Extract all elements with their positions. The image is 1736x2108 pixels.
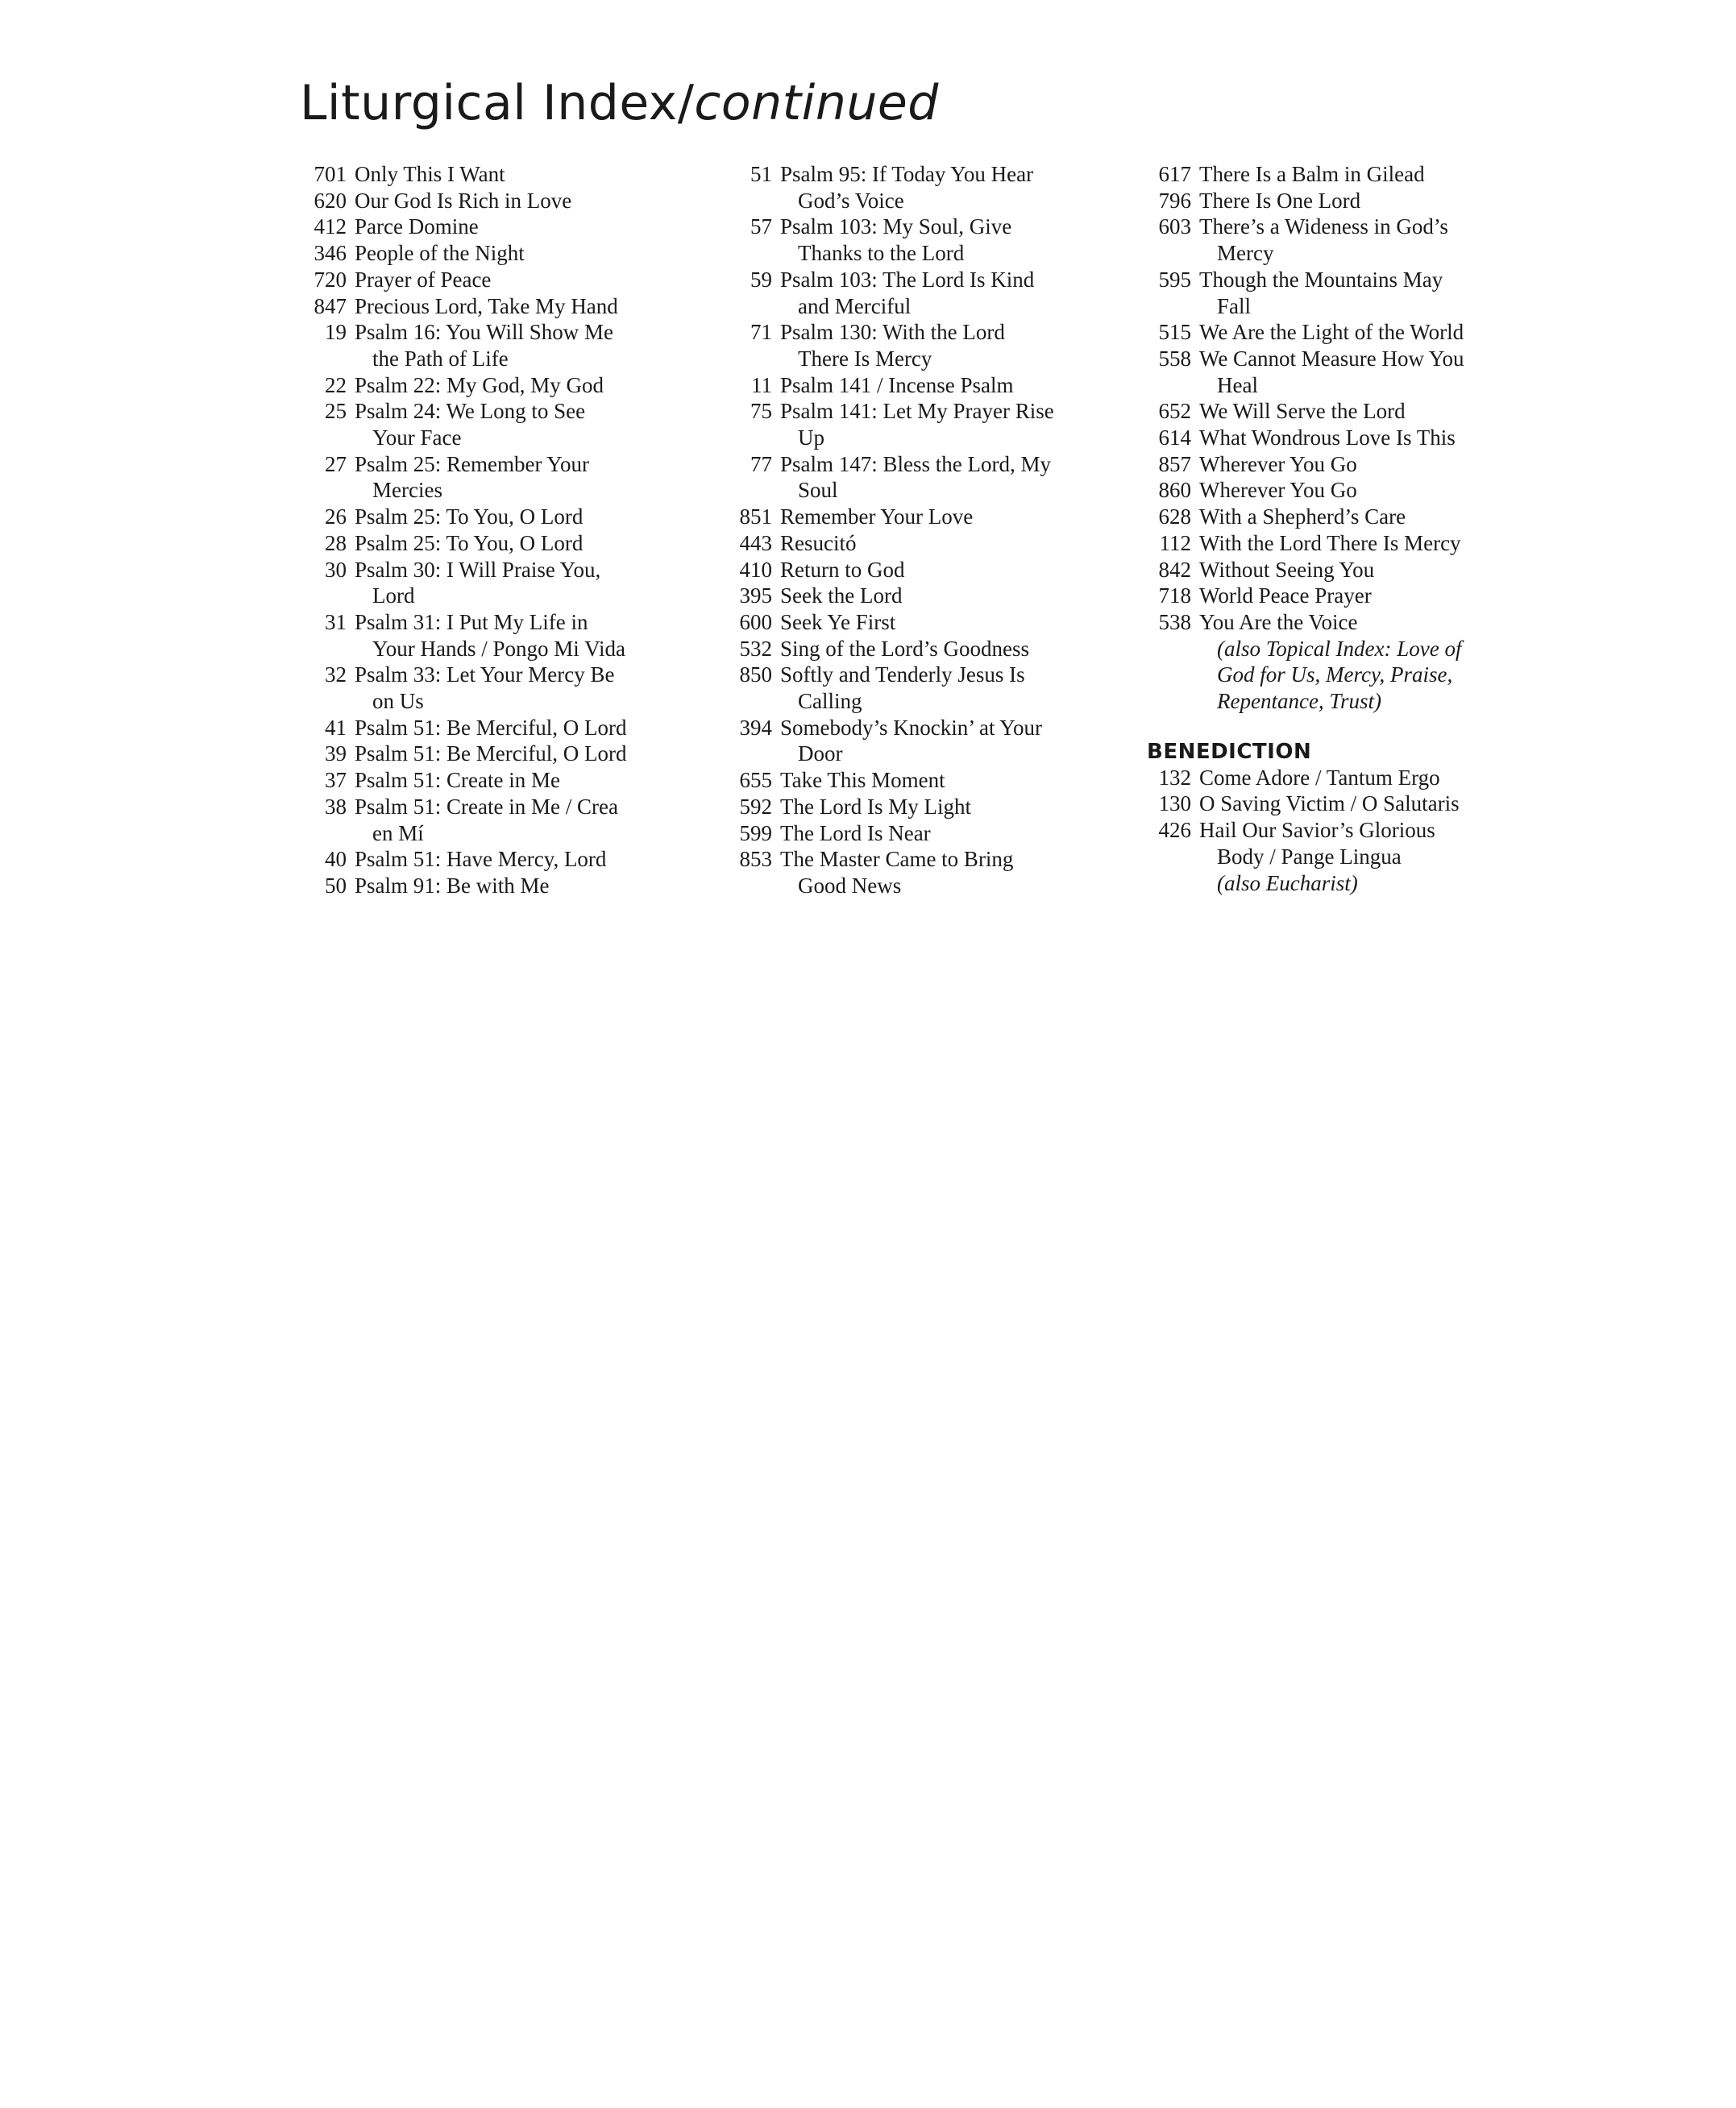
index-entry [1144,398,1547,425]
hymn-number: 31 [325,609,347,634]
hymn-title-line: Our God Is Rich in Love [355,188,572,213]
hymn-title-line: Only This I Want [355,162,505,186]
hymn-number: 850 [739,662,772,687]
hymn-title [780,161,1128,214]
hymn-number: 718 [1158,583,1191,608]
hymn-title [1199,530,1547,557]
hymn-number: 71 [750,320,772,345]
index-entry [300,715,687,741]
hymn-title [355,530,687,557]
hymn-title-line: Hail Our Savior’s Glorious [1199,818,1435,843]
hymn-title-line: We Will Serve the Lord [1199,399,1406,424]
index-entry [1144,451,1547,478]
hymn-title-continuation: Calling [798,689,862,714]
hymn-title-line: World Peace Prayer [1199,583,1372,608]
hymn-title-line: Psalm 24: We Long to See [355,399,586,424]
hymn-title-continuation: Your Face [372,425,462,450]
hymn-number: 599 [739,820,772,845]
hymn-number: 27 [325,451,347,476]
hymn-number: 847 [314,293,347,318]
hymn-title [355,398,687,450]
hymn-number: 57 [750,214,772,239]
hymn-title [1199,765,1547,791]
hymn-number: 75 [750,399,772,424]
index-entry [1144,346,1547,398]
index-entry [1144,319,1547,346]
hymn-title [1199,319,1547,346]
hymn-title-line: Seek the Lord [780,583,903,608]
hymn-title-line: Resucitó [780,530,857,555]
note-line: God for Us, Mercy, Praise, [1217,662,1453,687]
hymn-title-line: Psalm 51: Have Mercy, Lord [355,847,607,872]
hymn-number: 842 [1158,557,1191,582]
hymn-title-line: Seek Ye First [780,609,896,634]
hymn-number: 628 [1158,504,1191,529]
hymn-title-line: Psalm 130: With the Lord [780,320,1005,345]
hymn-title [780,398,1128,450]
hymn-title-line: Wherever You Go [1199,478,1357,503]
index-entry [1144,583,1547,609]
hymn-number: 655 [739,768,772,793]
hymn-title [355,267,687,293]
index-entry [300,451,687,504]
hymn-title-line: The Lord Is My Light [780,794,971,819]
hymn-number: 853 [739,847,772,872]
hymn-number: 426 [1158,818,1191,843]
hymn-title-continuation: on Us [372,689,424,714]
hymn-number: 600 [739,609,772,634]
hymn-title [1199,161,1547,188]
hymn-title [780,820,1128,847]
index-entry [300,214,687,240]
hymn-title [1199,504,1547,530]
hymn-title [355,794,687,846]
index-entry [725,319,1128,371]
hymn-title-line: Psalm 22: My God, My God [355,372,604,397]
index-entry [725,609,1128,636]
hymn-title [780,504,1128,530]
section-heading-benediction: BENEDICTION [1147,739,1312,764]
index-entry [300,319,687,371]
hymn-number: 77 [750,451,772,476]
hymn-title-line: Psalm 147: Bless the Lord, My [780,451,1051,476]
hymn-title-continuation: Mercies [372,478,442,503]
benediction-cross-reference-note [1144,870,1547,897]
hymn-title-line: Without Seeing You [1199,557,1375,582]
hymn-title-line: Precious Lord, Take My Hand [355,293,618,318]
hymn-title [780,214,1128,266]
hymn-number: 394 [739,715,772,740]
hymn-title-continuation: There Is Mercy [798,346,932,371]
hymn-number: 37 [325,768,347,793]
hymn-title-continuation: Good News [798,873,902,898]
index-entry [725,636,1128,662]
hymn-title-line: Though the Mountains May [1199,267,1443,292]
hymn-title [780,451,1128,504]
index-entry [1144,425,1547,451]
hymn-number: 614 [1158,425,1191,450]
hymn-title-continuation: Heal [1217,372,1258,397]
hymn-title-line: Psalm 141 / Incense Psalm [780,372,1014,397]
hymn-title [355,846,687,873]
hymn-title [1199,477,1547,504]
hymn-title-line: The Lord Is Near [780,820,931,845]
index-entry [300,293,687,320]
index-column-2 [725,161,1128,899]
note-line: (also Eucharist) [1217,870,1358,895]
hymn-title [1199,583,1547,609]
hymn-title-line: Psalm 33: Let Your Mercy Be [355,662,615,687]
index-column-3-entries [1144,161,1547,636]
index-entry [725,398,1128,450]
hymn-number: 25 [325,399,347,424]
index-entry [725,451,1128,504]
index-entry [725,794,1128,820]
hymn-title-line: Psalm 16: You Will Show Me [355,320,613,345]
hymn-number: 19 [325,320,347,345]
hymn-title-continuation: and Merciful [798,293,912,318]
hymn-title [780,767,1128,794]
hymn-title-line: We Are the Light of the World [1199,320,1464,345]
index-entry [1144,504,1547,530]
hymn-number: 32 [325,662,347,687]
hymn-title-line: There Is One Lord [1199,188,1361,213]
hymn-number: 22 [325,372,347,397]
hymn-title [1199,790,1547,817]
index-entry [300,530,687,557]
hymn-title-continuation: Fall [1217,293,1252,318]
hymn-number: 28 [325,530,347,555]
hymn-title-line: Return to God [780,557,905,582]
hymn-number: 443 [739,530,772,555]
index-column-3 [1144,161,1547,896]
hymn-title [1199,346,1547,398]
index-entry [1144,267,1547,319]
hymn-title-line: Psalm 31: I Put My Life in [355,609,588,634]
hymn-title [1199,609,1547,636]
hymn-number: 41 [325,715,347,740]
hymn-title [780,715,1128,767]
hymn-title-line: Psalm 141: Let My Prayer Rise [780,399,1054,424]
hymn-title-line: Somebody’s Knockin’ at Your [780,715,1043,740]
hymn-title-continuation: Up [798,425,824,450]
note-line: (also Topical Index: Love of [1217,636,1462,661]
hymn-title [355,214,687,240]
hymn-title-line: Psalm 25: To You, O Lord [355,504,584,529]
index-entry [300,741,687,767]
hymn-title-continuation: Lord [372,583,415,608]
hymn-title-continuation: Door [798,741,843,766]
hymn-title [355,504,687,530]
hymn-title [355,293,687,320]
index-entry [300,504,687,530]
index-entry [1144,609,1547,636]
index-entry [1144,530,1547,557]
index-entry [725,504,1128,530]
index-entry [1144,557,1547,583]
hymn-title-continuation: Mercy [1217,241,1274,266]
hymn-number: 130 [1158,791,1191,816]
hymn-title [355,767,687,794]
benediction-entries [1144,765,1547,870]
hymn-number: 857 [1158,451,1191,476]
index-entry [725,715,1128,767]
index-entry [300,846,687,873]
hymn-number: 851 [739,504,772,529]
hymn-title [355,372,687,399]
hymn-number: 603 [1158,214,1191,239]
index-entry [725,214,1128,266]
hymn-title [355,161,687,188]
hymn-number: 39 [325,741,347,766]
hymn-title-line: With a Shepherd’s Care [1199,504,1406,529]
page-title-continued: continued [694,75,939,131]
hymn-title [1199,451,1547,478]
index-entry [300,188,687,214]
hymn-title [355,188,687,214]
hymn-title [1199,214,1547,266]
hymn-title [355,557,687,609]
hymn-title-line: People of the Night [355,241,525,266]
hymn-title-line: What Wondrous Love Is This [1199,425,1456,450]
hymn-title [355,319,687,371]
hymn-title [780,530,1128,557]
hymn-title-line: You Are the Voice [1199,609,1358,634]
index-entry [300,398,687,450]
hymn-number: 59 [750,267,772,292]
hymn-title-line: Psalm 51: Be Merciful, O Lord [355,715,627,740]
hymn-title-line: The Master Came to Bring [780,847,1014,872]
hymn-title-line: Psalm 30: I Will Praise You, [355,557,601,582]
hymn-title-line: Psalm 25: To You, O Lord [355,530,584,555]
hymn-title [780,846,1128,898]
hymn-title-line: Parce Domine [355,214,479,239]
hymn-title-line: Psalm 25: Remember Your [355,451,590,476]
page-title-main: Liturgical Index/ [300,75,695,131]
index-entry [1144,188,1547,214]
hymn-title [1199,557,1547,583]
hymn-number: 701 [314,162,347,186]
index-entry [725,767,1128,794]
hymn-title-line: Psalm 95: If Today You Hear [780,162,1034,186]
hymn-title-continuation: Soul [798,478,838,503]
index-entry [300,767,687,794]
index-entry [725,557,1128,583]
hymn-title-line: Psalm 51: Create in Me [355,768,560,793]
index-entry [1144,790,1547,817]
hymn-title [355,609,687,662]
index-entry [725,372,1128,399]
hymn-title-line: Psalm 51: Be Merciful, O Lord [355,741,627,766]
index-entry [300,240,687,267]
hymn-title [355,715,687,741]
hymn-title [355,662,687,714]
hymn-title-line: Come Adore / Tantum Ergo [1199,765,1440,790]
hymn-title-continuation: God’s Voice [798,188,904,213]
hymn-number: 132 [1158,765,1191,790]
index-entry [300,267,687,293]
index-entry [725,161,1128,214]
hymn-title [355,741,687,767]
index-entry [725,267,1128,319]
index-entry [725,530,1128,557]
hymn-number: 38 [325,794,347,819]
hymn-number: 30 [325,557,347,582]
index-entry [300,372,687,399]
index-entry [725,820,1128,847]
hymn-number: 515 [1158,320,1191,345]
hymn-title-line: Take This Moment [780,768,945,793]
hymn-number: 51 [750,162,772,186]
index-entry [1144,817,1547,869]
index-entry [300,557,687,609]
hymn-title-line: O Saving Victim / O Salutaris [1199,791,1460,816]
hymn-title-line: Softly and Tenderly Jesus Is [780,662,1025,687]
hymn-title [1199,188,1547,214]
index-entry [300,161,687,188]
hymn-title-line: Psalm 103: My Soul, Give [780,214,1012,239]
index-entry [725,846,1128,898]
index-entry [1144,765,1547,791]
hymn-number: 395 [739,583,772,608]
hymn-title-line: Wherever You Go [1199,451,1357,476]
hymn-title-line: There’s a Wideness in God’s [1199,214,1448,239]
note-line: Repentance, Trust) [1217,689,1381,714]
hymn-title-line: Psalm 51: Create in Me / Crea [355,794,618,819]
hymn-number: 50 [325,873,347,898]
hymn-title [780,557,1128,583]
hymn-title-continuation: en Mí [372,820,424,845]
hymn-title [1199,267,1547,319]
hymn-number: 617 [1158,162,1191,186]
hymn-number: 412 [314,214,347,239]
hymn-title [780,372,1128,399]
hymn-number: 538 [1158,609,1191,634]
hymn-title [780,609,1128,636]
hymn-number: 11 [751,372,772,397]
hymn-title-line: There Is a Balm in Gilead [1199,162,1425,186]
hymn-number: 26 [325,504,347,529]
index-column-1 [300,161,687,899]
hymn-number: 532 [739,636,772,661]
hymn-number: 620 [314,188,347,213]
hymn-title-continuation: Thanks to the Lord [798,241,965,266]
hymn-title [780,267,1128,319]
hymn-title [1199,425,1547,451]
hymn-title [780,583,1128,609]
hymn-number: 410 [739,557,772,582]
hymn-title-line: Remember Your Love [780,504,974,529]
hymn-title [355,451,687,504]
index-entry [300,794,687,846]
hymn-number: 652 [1158,399,1191,424]
index-entry [300,609,687,662]
hymn-title [780,636,1128,662]
hymn-number: 592 [739,794,772,819]
hymn-title-line: With the Lord There Is Mercy [1199,530,1461,555]
index-entry [300,873,687,899]
hymn-number: 720 [314,267,347,292]
cross-reference-note [1144,636,1547,715]
page-title [300,71,939,135]
hymn-title-continuation: Your Hands / Pongo Mi Vida [372,636,625,661]
index-entry [300,662,687,714]
hymn-title [1199,398,1547,425]
hymn-title-line: Sing of the Lord’s Goodness [780,636,1029,661]
hymn-title [355,873,687,899]
hymn-title [780,794,1128,820]
index-entry [1144,161,1547,188]
hymn-number: 40 [325,847,347,872]
hymn-title-line: Psalm 91: Be with Me [355,873,550,898]
hymn-title [780,319,1128,371]
hymn-number: 558 [1158,346,1191,371]
hymn-title-line: We Cannot Measure How You [1199,346,1464,371]
hymn-title [355,240,687,267]
hymn-title [1199,817,1547,869]
hymn-number: 860 [1158,478,1191,503]
hymn-title-continuation: the Path of Life [372,346,509,371]
hymn-number: 796 [1158,188,1191,213]
index-entry [725,583,1128,609]
index-entry [1144,477,1547,504]
hymn-title-continuation: Body / Pange Lingua [1217,844,1402,869]
hymn-title-line: Prayer of Peace [355,267,492,292]
hymn-title-line: Psalm 103: The Lord Is Kind [780,267,1035,292]
index-entry [1144,214,1547,266]
index-entry [725,662,1128,714]
hymn-number: 595 [1158,267,1191,292]
hymn-number: 346 [314,241,347,266]
hymn-title [780,662,1128,714]
hymn-number: 112 [1159,530,1191,555]
